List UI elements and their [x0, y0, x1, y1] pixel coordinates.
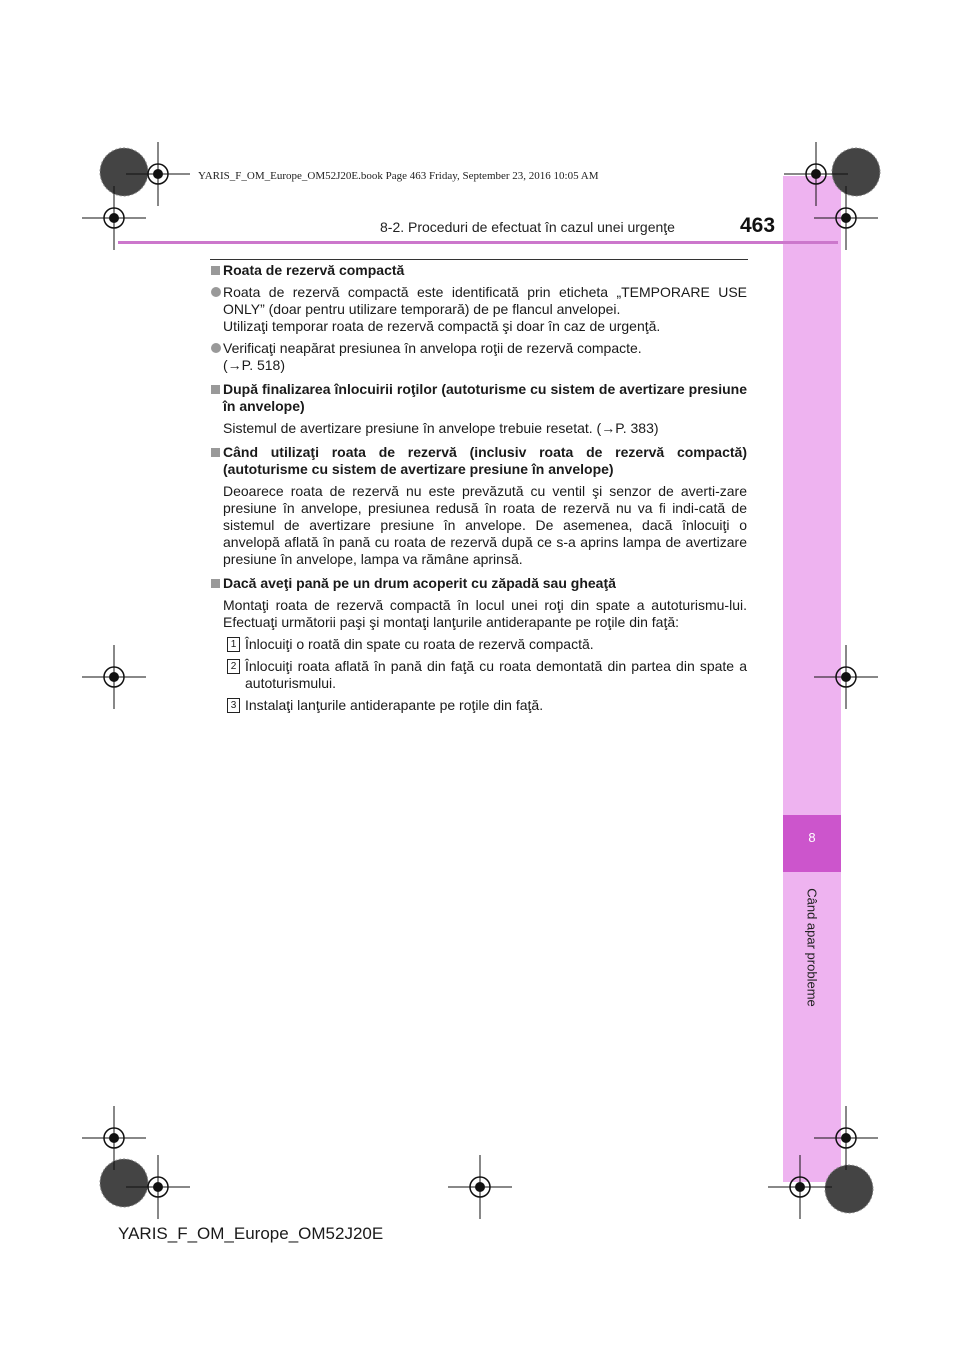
square-bullet-icon [211, 448, 220, 457]
step-number-box: 1 [227, 637, 240, 652]
step-item [223, 636, 747, 653]
crosshair-icon [82, 186, 146, 250]
content-top-rule [210, 259, 748, 260]
crosshair-icon [768, 1155, 832, 1219]
round-bullet-icon [211, 287, 221, 297]
step-number-box: 2 [227, 659, 240, 674]
bullet-item [223, 340, 747, 374]
round-bullet-icon [211, 343, 221, 353]
side-tab-number: 8 [808, 830, 816, 845]
side-tab-label: Când apar probleme [804, 888, 820, 1007]
crosshair-icon [814, 645, 878, 709]
section-paragraph: Sistemul de avertizare presiune în anvelope trebuie resetat. (→P. 383) [223, 420, 659, 436]
step-text: Înlocuiţi o roată din spate cu roata de rezervă compactă. [245, 636, 594, 652]
step-text: Instalaţi lanţurile antiderapante pe roţile din faţă. [245, 697, 544, 713]
step-number-box: 3 [227, 698, 240, 713]
step-text: Înlocuiţi roata aflată în pană din faţă cu roata demontată din partea din spate a autoturismului. [245, 658, 747, 691]
section-after-replacement [209, 381, 747, 437]
section-snow-ice [209, 575, 747, 714]
section-using-spare [209, 444, 747, 568]
section-title: 8-2. Proceduri de efectuat în cazul unei urgenţe [380, 219, 675, 235]
crosshair-icon [82, 645, 146, 709]
bullet-text: Verificaţi neapărat presiunea în anvelopa roţii de rezervă compacte. [223, 340, 642, 356]
section-paragraph: Deoarece roata de rezervă nu este prevăzută cu ventil şi senzor de averti-zare presiune în anvelope, presiunea redusă în roata de rezervă nu va fi indi-cată de sistemul de avertizare presiune în anvelope. De asemenea, dacă înlocuiţi o anvelopă aflată în pană cu roata de rezervă după ce s-a aprins lampa de avertizare presiune în anvelope, lampa va rămâne aprinsă. [223, 483, 747, 567]
section-heading: Roata de rezervă compactă [223, 262, 405, 278]
section-heading: Dacă aveţi pană pe un drum acoperit cu zăpadă sau gheaţă [223, 575, 616, 591]
section-compact-spare [209, 262, 747, 374]
crosshair-icon [448, 1155, 512, 1219]
book-info-line: YARIS_F_OM_Europe_OM52J20E.book Page 463 Friday, September 23, 2016 10:05 AM [198, 170, 599, 182]
section-heading: Când utilizaţi roata de rezervă (inclusiv roata de rezervă compactă) (autoturisme cu sistem de avertizare presiune în anvelope) [223, 444, 747, 477]
bullet-text: (→P. 518) [223, 357, 285, 373]
crosshair-icon [814, 186, 878, 250]
step-item [223, 658, 747, 692]
square-bullet-icon [211, 579, 220, 588]
page-number: 463 [740, 214, 776, 237]
section-heading: După finalizarea înlocuirii roţilor (autoturisme cu sistem de avertizare presiune în anvelope) [223, 381, 747, 414]
bullet-text: Roata de rezervă compactă este identificată prin eticheta „TEMPORARE USE ONLY” (doar pentru utilizare temporară) de pe flancul anvelopei. [223, 284, 747, 317]
footer-document-code: YARIS_F_OM_Europe_OM52J20E [118, 1224, 384, 1243]
bullet-text: Utilizaţi temporar roata de rezervă compactă şi doar în caz de urgenţă. [223, 318, 661, 334]
bullet-item [223, 284, 747, 335]
header-rule [118, 241, 838, 244]
step-item [223, 697, 747, 714]
square-bullet-icon [211, 385, 220, 394]
section-paragraph: Montaţi roata de rezervă compactă în locul unei roţi din spate a autoturismu-lui. Efectuaţi următorii paşi şi montaţi lanţurile antiderapante pe roţile din faţă: [223, 597, 747, 630]
square-bullet-icon [211, 266, 220, 275]
crosshair-icon [126, 1155, 190, 1219]
page-content [209, 262, 747, 714]
